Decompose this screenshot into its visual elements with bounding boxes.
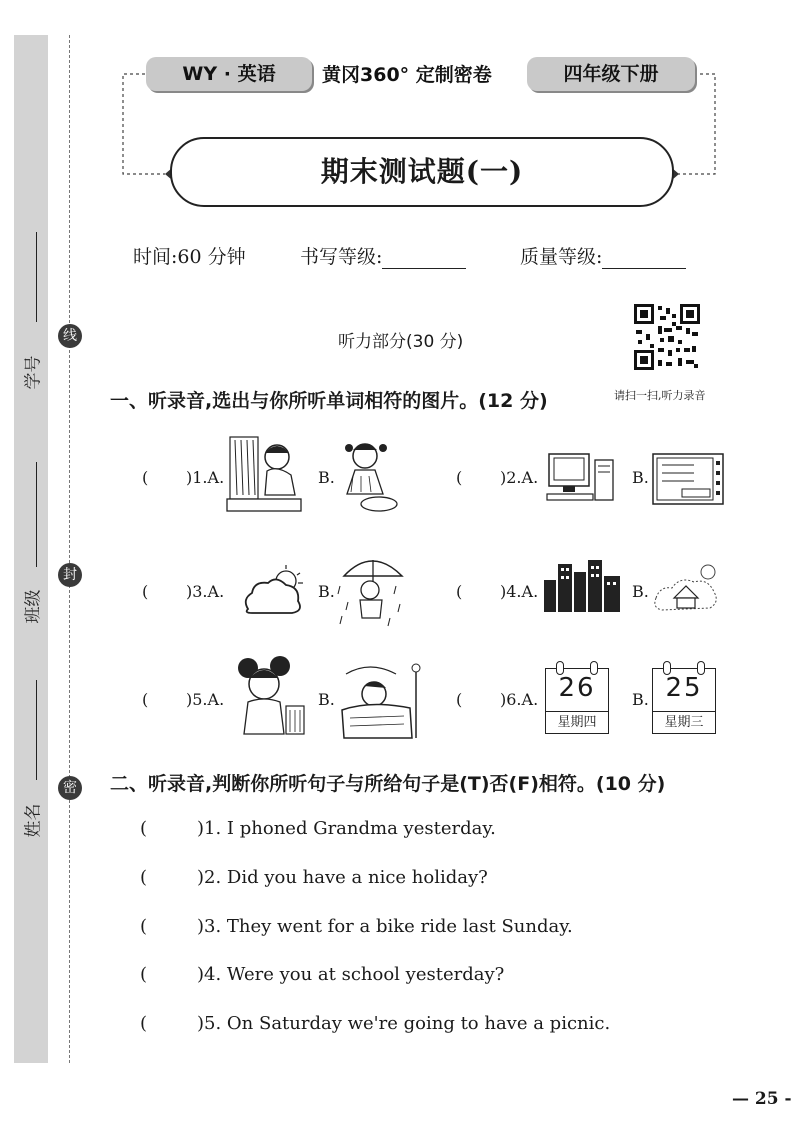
listening-part-heading: 听力部分(30 分) [338,332,464,352]
cloud-sun-picture[interactable] [240,563,308,619]
paren-5[interactable]: ( [142,690,149,709]
s2-paren-3[interactable]: ( [140,916,148,937]
q2-number: )2.A. [500,468,539,487]
q4-number: )4.A. [500,582,539,601]
exam-time: 时间:60 分钟 [133,246,246,268]
class-label: 班级 [23,589,44,624]
blackboard-picture[interactable] [652,453,724,505]
s2-paren-4[interactable]: ( [140,964,148,985]
sick-girl-picture[interactable] [230,654,310,738]
q5-option-b: B. [318,690,335,709]
writing-grade-blank[interactable] [382,248,466,269]
q3-option-b: B. [318,582,335,601]
page-title: 期末测试题(一) [320,155,524,188]
s2-item-2: )2. Did you have a nice holiday? [197,867,488,888]
calendar-b-day: 25 [665,673,703,703]
qr-caption: 请扫一扫,听力录音 [614,389,706,402]
paren-1[interactable]: ( [142,468,149,487]
binding-strip [14,35,48,1063]
calendar-a[interactable] [545,668,609,734]
q6-number: )6.A. [500,690,539,709]
q1-number: )1.A. [186,468,225,487]
class-line [36,462,37,567]
girl-washing-picture[interactable] [333,436,408,516]
section2-title: 二、听录音,判断你所听句子与所给句子是(T)否(F)相符。(10 分) [110,773,666,795]
computer-picture[interactable] [545,452,617,504]
farm-house-picture[interactable] [650,558,722,616]
sleeping-boy-picture[interactable] [340,660,428,740]
s2-paren-5[interactable]: ( [140,1013,148,1034]
quality-grade-label: 质量等级: [520,246,603,268]
writing-grade-label: 书写等级: [300,246,383,268]
paren-3[interactable]: ( [142,582,149,601]
calendar-a-day: 26 [558,673,596,703]
name-line [36,680,37,780]
quality-grade-blank[interactable] [602,248,686,269]
section1-title: 一、听录音,选出与你所听单词相符的图片。(12 分) [110,390,548,412]
q5-number: )5.A. [186,690,225,709]
seal-seal-char: 封 [58,563,82,587]
subject-pill: WY · 英语 [146,57,312,91]
calendar-a-weekday: 星期四 [546,711,608,734]
quality-grade [520,242,686,269]
s2-paren-2[interactable]: ( [140,867,148,888]
binding-cut-line [69,35,70,1063]
s2-item-5: )5. On Saturday we're going to have a picnic. [197,1013,611,1034]
seal-line-char: 线 [58,324,82,348]
qr-code-icon[interactable] [634,304,700,370]
s2-item-4: )4. Were you at school yesterday? [197,964,505,985]
paren-2[interactable]: ( [456,468,463,487]
page-number: — 25 - [732,1089,792,1109]
s2-paren-1[interactable]: ( [140,818,148,839]
calendar-b-weekday: 星期三 [653,711,715,734]
paren-6[interactable]: ( [456,690,463,709]
grade-pill: 四年级下册 [527,57,695,91]
q3-number: )3.A. [186,582,225,601]
shower-picture[interactable] [225,435,305,515]
student-no-label: 学号 [23,355,44,390]
s2-item-1: )1. I phoned Grandma yesterday. [197,818,496,839]
writing-grade [300,242,466,269]
rainy-umbrella-picture[interactable] [336,546,408,628]
student-no-line [36,232,37,322]
city-buildings-picture[interactable] [542,558,624,614]
name-label: 姓名 [23,803,44,838]
series-title: 黄冈360° 定制密卷 [322,64,492,86]
q2-option-b: B. [632,468,649,487]
q1-option-b: B. [318,468,335,487]
q4-option-b: B. [632,582,649,601]
s2-item-3: )3. They went for a bike ride last Sunday. [197,916,573,937]
seal-secret-char: 密 [58,776,82,800]
q6-option-b: B. [632,690,649,709]
paren-4[interactable]: ( [456,582,463,601]
calendar-b[interactable] [652,668,716,734]
